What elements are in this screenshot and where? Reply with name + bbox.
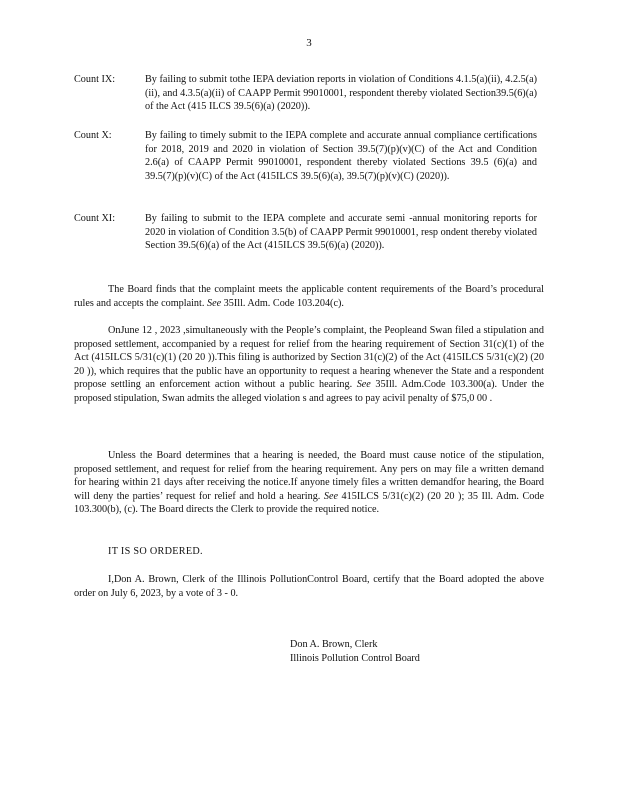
count-text: By failing to submit tothe IEPA deviation reports in violation of Conditions 4.1.5(a)(ii), 4.2.5(a)(ii), and 4.3.5(a)(ii) of CAAPP Permit 99010001, respondent thereby violated Section39.5(6)(a) of the Act (415 ILCS 39.5(6)(a) (2020)). — [145, 74, 537, 113]
count-label: Count IX: — [74, 74, 116, 85]
count-xi — [74, 212, 544, 253]
count-text: By failing to submit to the IEPA complete and accurate semi -annual monitoring reports for 2020 in violation of Condition 3.5(b) of CAAPP Permit 99010001, resp ondent thereby violated Section 39.5(6)(a) of the Act (415ILCS 39.5(6)(a) (2020)). — [145, 213, 537, 252]
count-text: By failing to timely submit to the IEPA complete and accurate annual compliance certifications for 2018, 2019 and 2020 in violation of Section 39.5(7)(p)(v)(C) of the Act and Condition 2.6(a) of CAAPP Permit 99010001, respondent thereby violated Sections 39.5 (6)(a) and 39.5(7)(p)(v)(C) of the Act (415ILCS 39.5(6)(a), 39.5(7)(p)(v)(C) (2020)). — [145, 130, 537, 182]
complaint-finding-paragraph — [74, 283, 544, 310]
page-number: 3 — [306, 37, 312, 49]
signature-block — [290, 638, 420, 666]
count-ix — [74, 73, 544, 114]
signature-name: Don A. Brown, Clerk — [290, 639, 378, 650]
citation-signal: See — [323, 490, 339, 502]
paragraph-text: The Board finds that the complaint meets the applicable content requirements of the Board’s procedural rules and accepts the complaint. — [74, 284, 544, 309]
count-label: Count X: — [74, 130, 112, 141]
citation-signal: See — [206, 297, 222, 309]
paragraph-text: OnJune 12 , 2023 ,simultaneously with the People’s complaint, the Peopleand Swan filed a stipulation and proposed settlement, accompanied by a request for relief from the hearing requirement of Section 31(c)(1) of the Act (415ILCS 5/31(c)(1) (20 20 )).This filing is authorized by Section 31(c)(2) of the Act (415ILCS 5/31(c)(2) (20 20 )), which requires that the public have an opportunity to request a hearing whenever the State and a respondent propose settling an enforcement action without a public hearing. — [74, 325, 544, 391]
so-ordered: IT IS SO ORDERED. — [108, 546, 203, 557]
paragraph-text: 35Ill. Adm. Code 103.204(c). — [221, 297, 344, 309]
count-label: Count XI: — [74, 213, 116, 224]
citation-signal: See — [356, 379, 371, 391]
notice-paragraph — [74, 449, 544, 517]
clerk-certification: I,Don A. Brown, Clerk of the Illinois PollutionControl Board, certify that the Board adopted the above order on July 6, 2023, by a vote of 3 - 0. — [74, 574, 544, 599]
signature-organization: Illinois Pollution Control Board — [290, 653, 420, 664]
paragraph-text: 415ILCS 5/31(c)(2) (20 20 ); 35 Ill. Adm. Code 103.300(b), (c). The Board directs the Clerk to provide the required notice. — [74, 490, 545, 516]
stipulation-paragraph — [74, 324, 544, 406]
paragraph-text: 35Ill. Adm.Code 103.300(a). Under the proposed stipulation, Swan admits the alleged violation s and agrees to pay acivil penalty of $75,0 00 . — [74, 379, 545, 404]
count-x — [74, 129, 544, 183]
paragraph-text: Unless the Board determines that a hearing is needed, the Board must cause notice of the stipulation, proposed settlement, and request for relief from the hearing requirement. Any pers on may file a written demand for hearing within 21 days after receiving the notice.If anyone timely files a written demandfor hearing, the Board will deny the parties’ request for relief and hold a hearing. — [74, 450, 544, 502]
